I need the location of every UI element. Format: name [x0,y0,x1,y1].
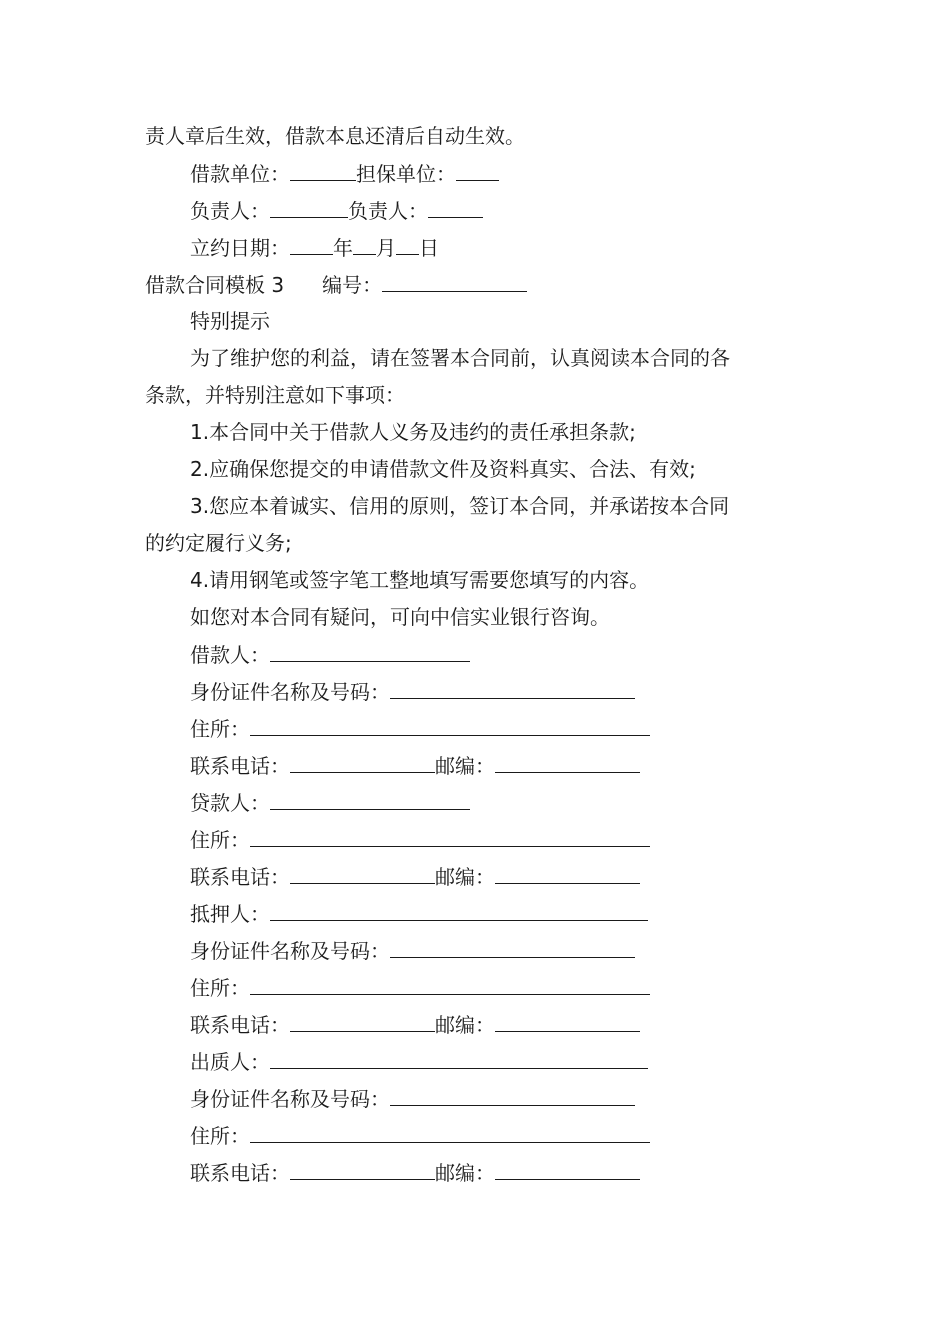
year-blank[interactable] [290,229,333,255]
lender-blank[interactable] [270,784,470,810]
borrower-blank[interactable] [270,636,470,662]
borrower-contact-line: 联系电话： 邮编： [145,747,815,784]
template-title-line: 借款合同模板 3 编号： [145,266,815,303]
guarantee-unit-blank[interactable] [456,155,499,181]
unit-signature-line: 借款单位： 担保单位： [145,155,815,192]
mortgagor-contact-line: 联系电话： 邮编： [145,1006,815,1043]
mortgagor-id-blank[interactable] [390,932,635,958]
effect-clause: 责人章后生效，借款本息还清后自动生效。 [145,124,525,148]
pledgor-id-line: 身份证件名称及号码： [145,1080,815,1117]
mortgagor-address-line: 住所： [145,969,815,1006]
lender-line: 贷款人： [145,784,815,821]
lender-phone-blank[interactable] [290,858,435,884]
borrower-line: 借款人： [145,636,815,673]
borrow-unit-blank[interactable] [290,155,356,181]
pledgor-postcode-blank[interactable] [495,1154,640,1180]
contract-date-line: 立约日期： 年 月 日 [145,229,815,266]
borrower-postcode-blank[interactable] [495,747,640,773]
day-blank[interactable] [396,229,419,255]
notice-item-1: 1.本合同中关于借款人义务及违约的责任承担条款; [190,420,636,444]
pledgor-phone-blank[interactable] [290,1154,435,1180]
template-title: 借款合同模板 3 [145,273,285,297]
mortgagor-phone-blank[interactable] [290,1006,435,1032]
pledgor-blank[interactable] [270,1043,648,1069]
pledgor-contact-line: 联系电话： 邮编： [145,1154,815,1191]
pledgor-address-line: 住所： [145,1117,815,1154]
notice-item-2: 2.应确保您提交的申请借款文件及资料真实、合法、有效; [190,457,696,481]
notice-item-3-line-2: 的约定履行义务; [145,531,292,555]
month-blank[interactable] [353,229,376,255]
document-body [145,118,815,1191]
mortgagor-blank[interactable] [270,895,648,921]
borrower-address-blank[interactable] [250,710,650,736]
mortgagor-id-line: 身份证件名称及号码： [145,932,815,969]
borrower-responsible-blank[interactable] [270,192,348,218]
responsible-person-line: 负责人： 负责人： [145,192,815,229]
notice-item-3-line-1: 3.您应本着诚实、信用的原则，签订本合同，并承诺按本合同 [190,494,730,518]
pledgor-address-blank[interactable] [250,1117,650,1143]
notice-paragraph-line-2: 条款，并特别注意如下事项： [145,383,405,407]
borrower-address-line: 住所： [145,710,815,747]
lender-postcode-blank[interactable] [495,858,640,884]
lender-address-blank[interactable] [250,821,650,847]
guarantor-responsible-blank[interactable] [428,192,483,218]
contract-number-blank[interactable] [382,266,527,292]
special-notice-heading: 特别提示 [190,309,270,333]
mortgagor-postcode-blank[interactable] [495,1006,640,1032]
mortgagor-line: 抵押人： [145,895,815,932]
notice-paragraph-line-1: 为了维护您的利益，请在签署本合同前，认真阅读本合同的各 [190,346,730,370]
borrower-id-blank[interactable] [390,673,635,699]
mortgagor-address-blank[interactable] [250,969,650,995]
lender-contact-line: 联系电话： 邮编： [145,858,815,895]
borrower-id-line: 身份证件名称及号码： [145,673,815,710]
lender-address-line: 住所： [145,821,815,858]
pledgor-line: 出质人： [145,1043,815,1080]
inquiry-line: 如您对本合同有疑问，可向中信实业银行咨询。 [190,605,610,629]
borrower-phone-blank[interactable] [290,747,435,773]
notice-item-4: 4.请用钢笔或签字笔工整地填写需要您填写的内容。 [190,568,650,592]
pledgor-id-blank[interactable] [390,1080,635,1106]
